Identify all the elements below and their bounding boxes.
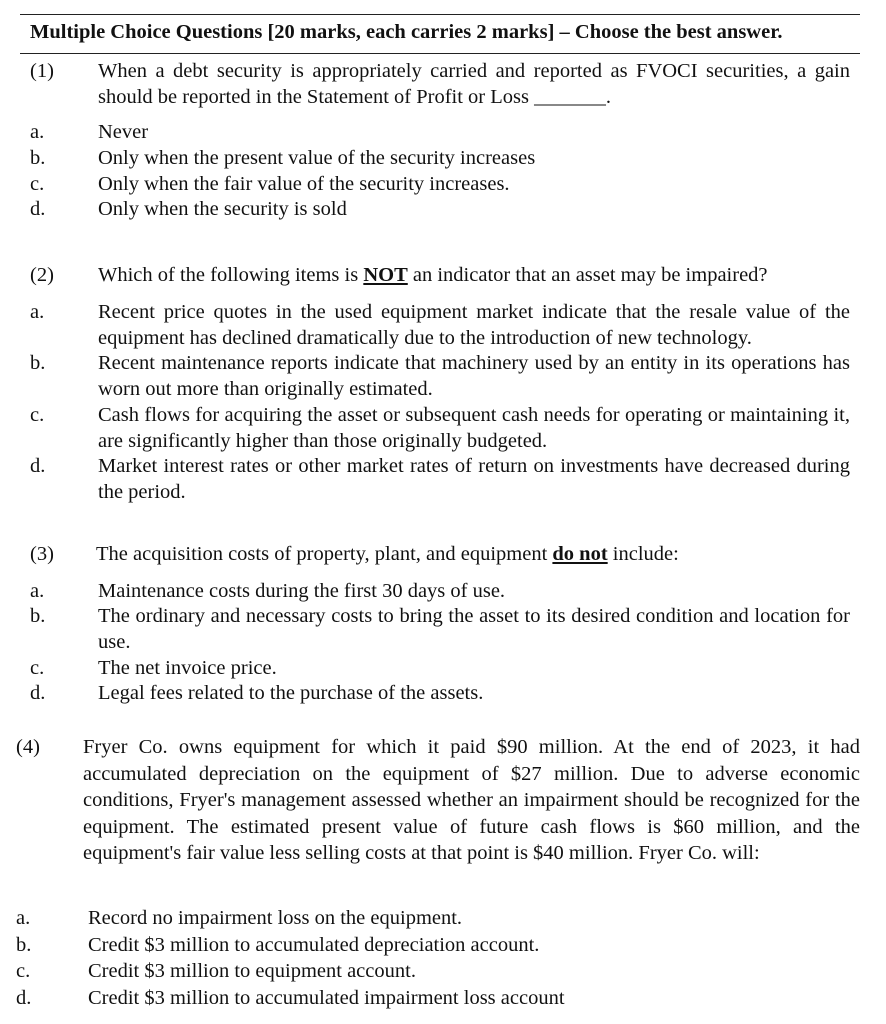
- question-text-part: an indicator that an asset may be impaired?: [407, 264, 768, 286]
- option-text: Credit $3 million to accumulated impairment loss account: [88, 987, 565, 1009]
- option-letter: d.: [16, 987, 32, 1009]
- question-text-part: include:: [607, 543, 679, 565]
- question-text: When a debt security is appropriately carried and reported as FVOCI securities, a gain should be reported in the Statement of Profit or Loss _______.: [98, 60, 850, 108]
- option-letter: c.: [16, 960, 31, 982]
- option-text: Recent maintenance reports indicate that machinery used by an entity in its operations has worn out more than originally estimated.: [98, 352, 850, 400]
- option-letter: c.: [30, 173, 45, 195]
- section-header: [20, 14, 860, 54]
- option-text: Recent price quotes in the used equipment market indicate that the resale value of the equipment has declined dramatically due to the introduction of new technology.: [98, 301, 850, 349]
- option-text: Market interest rates or other market rates of return on investments have decreased during the period.: [98, 455, 850, 503]
- question-emphasis: do not: [552, 543, 608, 565]
- option-letter: a.: [30, 580, 45, 602]
- option-letter: d.: [30, 682, 46, 704]
- question-text-part: The acquisition costs of property, plant, and equipment: [96, 543, 553, 565]
- option-text: Maintenance costs during the first 30 days of use.: [98, 580, 506, 602]
- option-letter: b.: [30, 605, 46, 627]
- option-text: Record no impairment loss on the equipment.: [88, 907, 463, 929]
- option-letter: d.: [30, 455, 46, 477]
- option-text: Cash flows for acquiring the asset or subsequent cash needs for operating or maintaining it, are significantly higher than those originally budgeted.: [98, 404, 850, 452]
- option-letter: a.: [30, 121, 45, 143]
- option-text: The ordinary and necessary costs to bring the asset to its desired condition and location for use.: [98, 605, 850, 653]
- question-text: Fryer Co. owns equipment for which it paid $90 million. At the end of 2023, it had accumulated depreciation on the equipment of $27 million. Due to adverse economic conditions, Fryer's management assessed whether an impairment should be recognized for the equipment. The estimated present value of future cash flows is $60 million, and the equipment's fair value less selling costs at that point is $40 million. Fryer Co. will:: [83, 736, 860, 864]
- option-text: Credit $3 million to accumulated depreciation account.: [88, 934, 540, 956]
- option-text: Credit $3 million to equipment account.: [88, 960, 416, 982]
- option-text: Never: [98, 121, 149, 143]
- option-letter: b.: [16, 934, 32, 956]
- option-letter: c.: [30, 404, 45, 426]
- option-letter: d.: [30, 198, 46, 220]
- option-letter: a.: [30, 301, 45, 323]
- option-text: Legal fees related to the purchase of the assets.: [98, 682, 484, 704]
- option-text: Only when the present value of the security increases: [98, 147, 536, 169]
- option-letter: b.: [30, 147, 46, 169]
- option-letter: c.: [30, 657, 45, 679]
- question-text: [96, 541, 850, 567]
- question-number: (2): [30, 264, 54, 286]
- question-text: [98, 262, 850, 288]
- question-number: (4): [16, 736, 40, 758]
- option-text: Only when the fair value of the security increases.: [98, 173, 510, 195]
- option-text: The net invoice price.: [98, 657, 277, 679]
- section-title: Multiple Choice Questions [20 marks, each carries 2 marks] – Choose the best answer.: [30, 21, 783, 43]
- option-text: Only when the security is sold: [98, 198, 347, 220]
- option-letter: a.: [16, 907, 31, 929]
- question-emphasis: NOT: [363, 264, 408, 286]
- question-number: (3): [30, 543, 54, 565]
- question-text-part: Which of the following items is: [98, 264, 364, 286]
- option-letter: b.: [30, 352, 46, 374]
- question-number: (1): [30, 60, 54, 82]
